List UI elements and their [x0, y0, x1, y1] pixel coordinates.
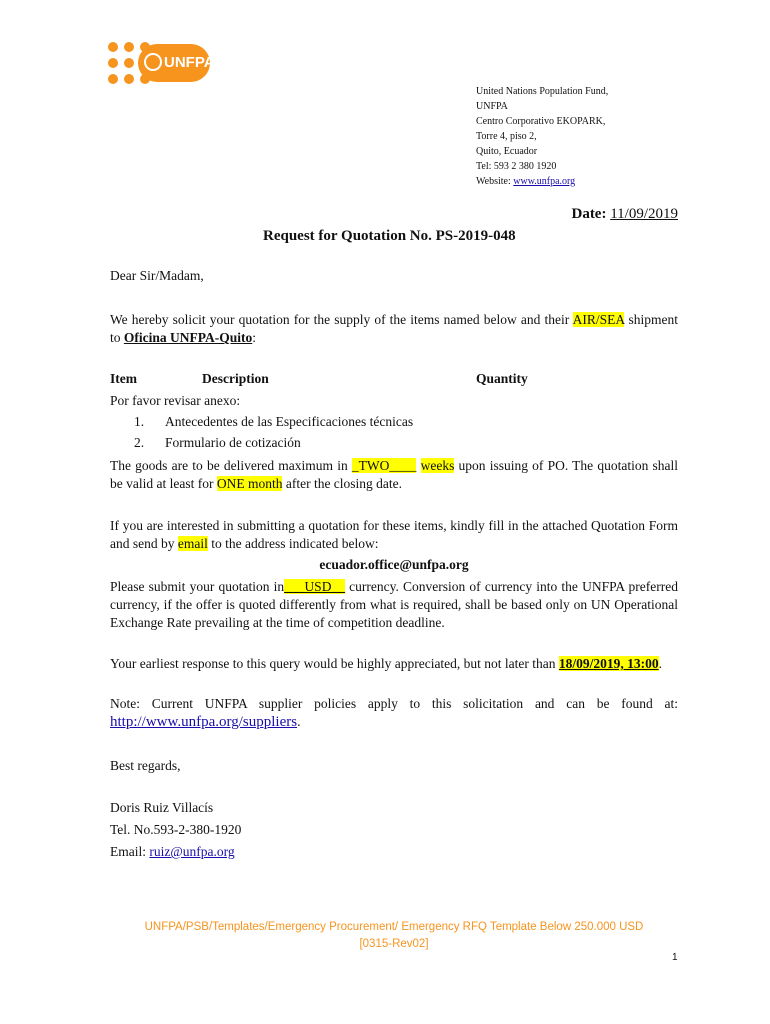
address-block	[476, 84, 608, 189]
list-item	[134, 414, 413, 430]
footer-line2: [0315-Rev02]	[359, 938, 429, 950]
note-text: Note: Current UNFPA supplier policies apply to this solicitation and can be found at:	[110, 696, 678, 711]
list-number: 1.	[134, 414, 145, 429]
unfpa-logo-badge	[138, 44, 215, 82]
currency-text: Please submit your quotation in	[110, 579, 285, 594]
list-number: 2.	[134, 435, 145, 450]
currency-paragraph	[110, 578, 678, 632]
website-line	[476, 174, 608, 189]
currency-text: currency. Conversion of currency into the UNFPA preferred currency, if the offer is quoted differently from what is required, shall be based only on UN Operational Exchange Rate prevailing at the time of competition deadline.	[110, 579, 678, 630]
list-item	[134, 435, 301, 451]
header-description: Description	[202, 371, 269, 386]
website-link[interactable]: www.unfpa.org	[513, 176, 576, 187]
date-value: 11/09/2019	[610, 206, 678, 222]
footer-line1: UNFPA/PSB/Templates/Emergency Procurement/ Emergency RFQ Template Below 250.000 USD	[144, 921, 644, 933]
salutation: Dear Sir/Madam,	[110, 268, 204, 283]
page-number: 1	[672, 952, 678, 963]
list-text: Formulario de cotización	[165, 435, 301, 450]
highlight-email: email	[177, 536, 208, 551]
delivery-paragraph	[110, 457, 678, 493]
document-title: Request for Quotation No. PS-2019-048	[263, 228, 516, 244]
interest-text: If you are interested in submitting a quotation for these items, kindly fill in the attached Quotation Form and send by	[110, 518, 678, 551]
response-paragraph	[110, 655, 678, 673]
delivery-text: The goods are to be delivered maximum in	[110, 458, 352, 473]
note-paragraph	[110, 695, 678, 731]
intro-paragraph	[110, 311, 678, 347]
logo-text: UNFPA	[164, 44, 174, 54]
delivery-text	[416, 458, 420, 473]
intro-text: We hereby solicit your quotation for the supply of the items named below and their	[110, 312, 573, 327]
delivery-text: upon issuing of PO. The quotation shall be valid at least for	[110, 458, 679, 491]
date-line	[571, 206, 678, 223]
address-line: UNFPA	[476, 101, 508, 112]
date-label: Date:	[571, 206, 607, 222]
interest-text: to the address indicated below:	[207, 536, 379, 551]
header-quantity: Quantity	[476, 371, 528, 386]
globe-icon	[144, 53, 162, 71]
signature-name: Doris Ruiz Villacís	[110, 800, 214, 815]
highlight-weeks: weeks	[420, 458, 455, 473]
delivery-text: after the closing date.	[282, 476, 403, 491]
signature-email-line	[110, 844, 235, 860]
signature-email-label: Email:	[110, 844, 150, 859]
highlight-two: _TWO____	[351, 458, 417, 473]
signature-tel: Tel. No.593-2-380-1920	[110, 822, 242, 837]
address-line: Centro Corporativo EKOPARK,	[476, 116, 606, 127]
header-item: Item	[110, 371, 137, 386]
destination: Oficina UNFPA-Quito	[123, 330, 253, 345]
highlight-usd: ___USD__	[284, 579, 345, 594]
response-text: Your earliest response to this query would be highly appreciated, but not later than	[110, 656, 559, 671]
office-email: ecuador.office@unfpa.org	[319, 557, 469, 572]
signature-email-link[interactable]: ruiz@unfpa.org	[149, 844, 235, 859]
suppliers-link[interactable]: http://www.unfpa.org/suppliers	[110, 714, 298, 730]
note-text: .	[297, 714, 301, 729]
address-line: Tel: 593 2 380 1920	[476, 161, 557, 172]
address-line: United Nations Population Fund,	[476, 86, 609, 97]
list-text: Antecedentes de las Especificaciones técnicas	[165, 414, 414, 429]
deadline: 18/09/2019, 13:00	[558, 656, 659, 671]
unfpa-logo	[108, 42, 218, 84]
intro-text: :	[252, 330, 257, 345]
address-line: Quito, Ecuador	[476, 146, 538, 157]
interest-paragraph	[110, 517, 678, 553]
highlight-one-month: ONE month	[216, 476, 283, 491]
closing: Best regards,	[110, 758, 181, 773]
response-text: .	[658, 656, 663, 671]
review-line: Por favor revisar anexo:	[110, 393, 241, 408]
footer	[0, 919, 770, 953]
address-line: Torre 4, piso 2,	[476, 131, 537, 142]
intro-text: shipment to	[110, 312, 678, 345]
website-label: Website:	[476, 176, 514, 187]
highlight-airsea: AIR/SEA	[572, 312, 625, 327]
